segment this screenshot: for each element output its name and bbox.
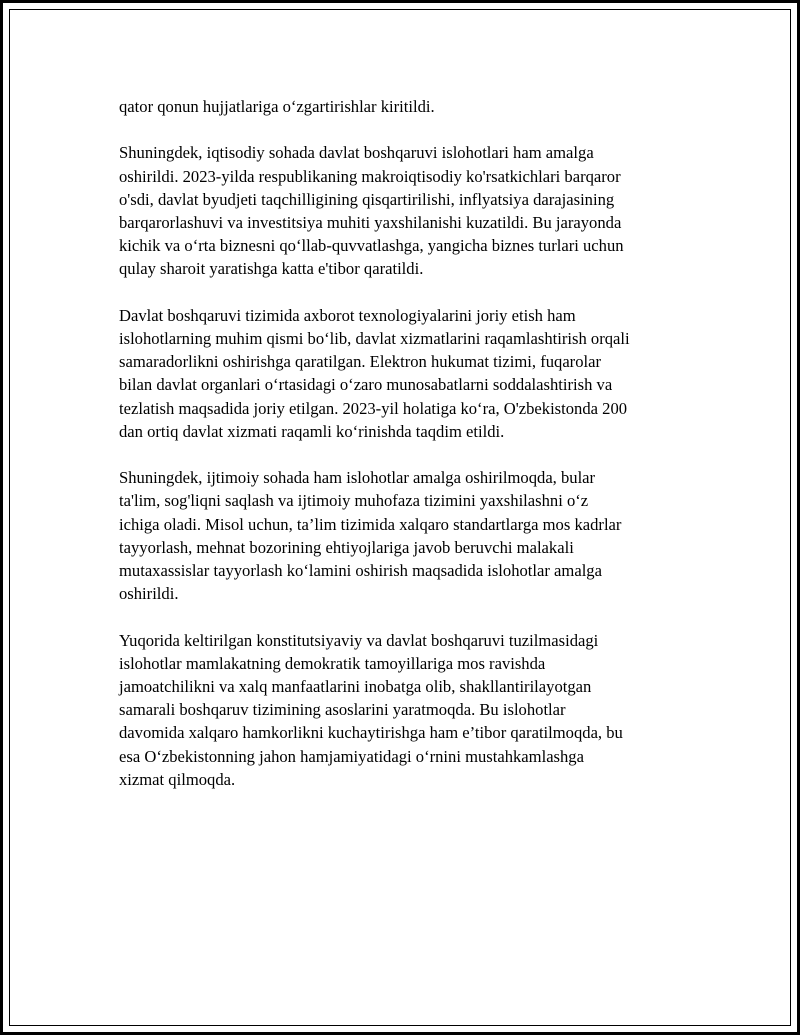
text-line: islohotlar mamlakatning demokratik tamoyillariga mos ravishda xyxy=(119,653,546,673)
text-line: barqarorlashuvi va investitsiya muhiti yaxshilanishi kuzatildi. Bu jarayonda xyxy=(119,213,622,232)
text-line: ichiga oladi. Misol uchun, ta’lim tizimida xalqaro standartlarga mos kadrlar xyxy=(119,514,622,534)
text-line: dan ortiq davlat xizmati raqamli ko‘rinishda taqdim etildi. xyxy=(119,421,505,441)
paragraph-1 xyxy=(119,95,699,118)
text-line: o'sdi, davlat byudjeti taqchilligining qisqartirilishi, inflyatsiya darajasining xyxy=(119,189,615,209)
text-line: kichik va o‘rta biznesni qo‘llab-quvvatlashga, yangicha biznes turlari uchun xyxy=(119,236,624,256)
text-line: davomida xalqaro hamkorlikni kuchaytirishga ham e’tibor qaratilmoqda, bu xyxy=(119,723,623,743)
text-line: jamoatchilikni va xalq manfaatlarini inobatga olib, shakllantirilayotgan xyxy=(119,677,592,697)
text-line: mutaxassislar tayyorlash ko‘lamini oshirish maqsadida islohotlar amalga xyxy=(119,561,602,581)
text-line: oshirildi. 2023-yilda respublikaning makroiqtisodiy ko'rsatkichlari barqaror xyxy=(119,166,621,186)
text-line: ta'lim, sog'liqni saqlash va ijtimoiy muhofaza tizimini yaxshilashni o‘z xyxy=(119,491,589,511)
text-line: Yuqorida keltirilgan konstitutsiyaviy va davlat boshqaruvi tuzilmasidagi xyxy=(119,630,599,650)
text-line: Shuningdek, iqtisodiy sohada davlat boshqaruvi islohotlari ham amalga xyxy=(119,143,594,163)
text-line: esa O‘zbekistonning jahon hamjamiyatidagi o‘rnini mustahkamlashga xyxy=(119,746,584,766)
text-line: Davlat boshqaruvi tizimida axborot texnologiyalarini joriy etish ham xyxy=(119,305,576,325)
document-body xyxy=(119,95,699,814)
text-line: qator qonun hujjatlariga o‘zgartirishlar kiritildi. xyxy=(119,97,435,116)
text-line: tayyorlash, mehnat bozorining ehtiyojlariga javob beruvchi malakali xyxy=(119,537,574,557)
paragraph-4 xyxy=(119,466,699,605)
text-line: islohotlarning muhim qismi bo‘lib, davlat xizmatlarini raqamlashtirish orqali xyxy=(119,329,630,348)
text-line: xizmat qilmoqda. xyxy=(119,769,236,789)
text-line: tezlatish maqsadida joriy etilgan. 2023-yil holatiga ko‘ra, O'zbekistonda 200 xyxy=(119,398,628,418)
text-line: qulay sharoit yaratishga katta e'tibor qaratildi. xyxy=(119,259,424,279)
paragraph-2 xyxy=(119,141,699,280)
paragraph-5 xyxy=(119,629,699,791)
text-line: oshirildi. xyxy=(119,584,179,604)
text-line: samaradorlikni oshirishga qaratilgan. Elektron hukumat tizimi, fuqarolar xyxy=(119,352,602,372)
text-line: Shuningdek, ijtimoiy sohada ham islohotlar amalga oshirilmoqda, bular xyxy=(119,468,596,488)
text-line: samarali boshqaruv tizimining asoslarini yaratmoqda. Bu islohotlar xyxy=(119,700,566,720)
paragraph-3 xyxy=(119,304,699,443)
text-line: bilan davlat organlari o‘rtasidagi o‘zaro munosabatlarni soddalashtirish va xyxy=(119,375,613,395)
